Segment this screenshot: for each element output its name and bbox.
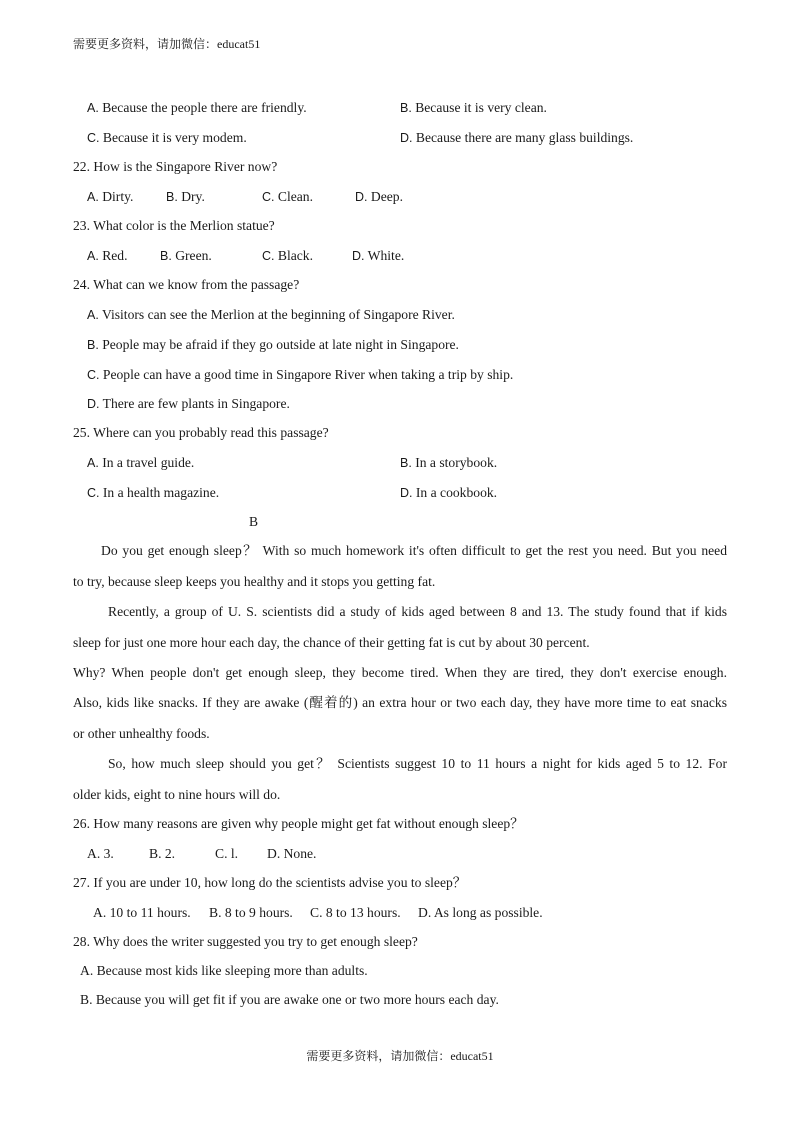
- q23-question: 23. What color is the Merlion statue?: [73, 218, 275, 233]
- q22-option-d: [355, 188, 403, 206]
- passage-line: or other unhealthy foods.: [73, 726, 210, 741]
- passage-line: So, how much sleep should you get？ Scientists suggest 10 to 11 hours a night for kids aged 5 to 12. For: [108, 756, 727, 771]
- option-letter: D.: [355, 190, 368, 204]
- q24-option-c: [87, 366, 513, 384]
- q23-option-a: [87, 247, 128, 265]
- option-letter: C.: [87, 368, 100, 382]
- q26-option-a: A. 3.: [87, 846, 114, 861]
- option-text: Red.: [98, 248, 128, 263]
- q24-option-a: [87, 306, 455, 324]
- option-text: Because the people there are friendly.: [98, 100, 307, 115]
- passage-line: sleep for just one more hour each day, the chance of their getting fat is cut by about 30 percent.: [73, 635, 590, 650]
- passage-line: older kids, eight to nine hours will do.: [73, 787, 281, 802]
- option-letter: A.: [87, 101, 99, 115]
- q26-question: 26. How many reasons are given why people might get fat without enough sleep？: [73, 816, 524, 831]
- option-letter: D.: [87, 397, 100, 411]
- section-heading: B: [249, 514, 259, 529]
- q27-option-b: B. 8 to 9 hours.: [209, 905, 293, 920]
- option-text: Green.: [171, 248, 212, 263]
- option-letter: D.: [400, 486, 413, 500]
- passage-line: Also, kids like snacks. If they are awake (醒着的) an extra hour or two each day, they have more time to eat snacks: [73, 695, 727, 710]
- option-text: Clean.: [274, 189, 314, 204]
- q27-option-c: C. 8 to 13 hours.: [310, 905, 401, 920]
- q26-option-b: B. 2.: [149, 846, 176, 861]
- q24-option-b: [87, 336, 459, 354]
- q26-option-d: D. None.: [267, 846, 317, 861]
- passage-line: Recently, a group of U. S. scientists did a study of kids aged between 8 and 13. The study found that if kids: [108, 604, 727, 619]
- option-letter: D.: [400, 131, 413, 145]
- passage-line: to try, because sleep keeps you healthy and it stops you getting fat.: [73, 574, 436, 589]
- q22-question: 22. How is the Singapore River now?: [73, 159, 278, 174]
- option-letter: C.: [87, 131, 100, 145]
- option-text: In a health magazine.: [99, 485, 220, 500]
- passage-line: Why? When people don't get enough sleep, they become tired. When they are tired, they don't exercise enough.: [73, 665, 727, 680]
- option-text: White.: [364, 248, 405, 263]
- passage-line: Do you get enough sleep？ With so much homework it's often difficult to get the rest you need. But you need: [101, 543, 727, 558]
- option-text: Deep.: [367, 189, 403, 204]
- option-letter: C.: [87, 486, 100, 500]
- option-text: Visitors can see the Merlion at the beginning of Singapore River.: [98, 307, 455, 322]
- q25-question: 25. Where can you probably read this passage?: [73, 425, 329, 440]
- option-letter: A.: [87, 456, 99, 470]
- q28-option-a: A. Because most kids like sleeping more than adults.: [80, 963, 368, 978]
- q23-option-c: [262, 247, 313, 265]
- option-letter: B.: [87, 338, 99, 352]
- option-letter: D.: [352, 249, 365, 263]
- option-letter: A.: [87, 190, 99, 204]
- option-text: In a storybook.: [411, 455, 498, 470]
- option-letter: A.: [87, 249, 99, 263]
- q25-option-a: [87, 454, 194, 472]
- page-footer: 需要更多资料，请加微信：educat51: [306, 1049, 494, 1063]
- q27-question: 27. If you are under 10, how long do the scientists advise you to sleep？: [73, 875, 467, 890]
- option-letter: B.: [400, 101, 412, 115]
- option-text: Because it is very clean.: [411, 100, 547, 115]
- option-letter: C.: [262, 249, 275, 263]
- q25-option-b: [400, 454, 497, 472]
- page-header: 需要更多资料，请加微信：educat51: [73, 37, 261, 51]
- option-letter: A.: [87, 308, 99, 322]
- option-text: People may be afraid if they go outside at late night in Singapore.: [98, 337, 459, 352]
- q28-option-b: B. Because you will get fit if you are awake one or two more hours each day.: [80, 992, 499, 1007]
- q23-option-d: [352, 247, 404, 265]
- q21-option-a: [87, 99, 307, 117]
- option-letter: B.: [166, 190, 178, 204]
- option-text: Because it is very modem.: [99, 130, 247, 145]
- q27-option-a: A. 10 to 11 hours.: [93, 905, 191, 920]
- option-letter: C.: [262, 190, 275, 204]
- q24-question: 24. What can we know from the passage?: [73, 277, 300, 292]
- q22-option-b: [166, 188, 205, 206]
- q23-option-b: [160, 247, 212, 265]
- q25-option-d: [400, 484, 497, 502]
- option-letter: B.: [160, 249, 172, 263]
- q21-option-c: [87, 129, 247, 147]
- option-text: In a cookbook.: [412, 485, 498, 500]
- q25-option-c: [87, 484, 219, 502]
- q24-option-d: [87, 395, 290, 413]
- option-text: In a travel guide.: [98, 455, 195, 470]
- option-text: People can have a good time in Singapore River when taking a trip by ship.: [99, 367, 514, 382]
- option-text: Dry.: [177, 189, 205, 204]
- option-text: Black.: [274, 248, 314, 263]
- q27-option-d: D. As long as possible.: [418, 905, 543, 920]
- q22-option-a: [87, 188, 133, 206]
- q21-option-d: [400, 129, 633, 147]
- option-text: Dirty.: [98, 189, 134, 204]
- option-letter: B.: [400, 456, 412, 470]
- q26-option-c: C. l.: [215, 846, 239, 861]
- q28-question: 28. Why does the writer suggested you try to get enough sleep?: [73, 934, 418, 949]
- q21-option-b: [400, 99, 547, 117]
- q22-option-c: [262, 188, 313, 206]
- option-text: Because there are many glass buildings.: [412, 130, 634, 145]
- option-text: There are few plants in Singapore.: [99, 396, 290, 411]
